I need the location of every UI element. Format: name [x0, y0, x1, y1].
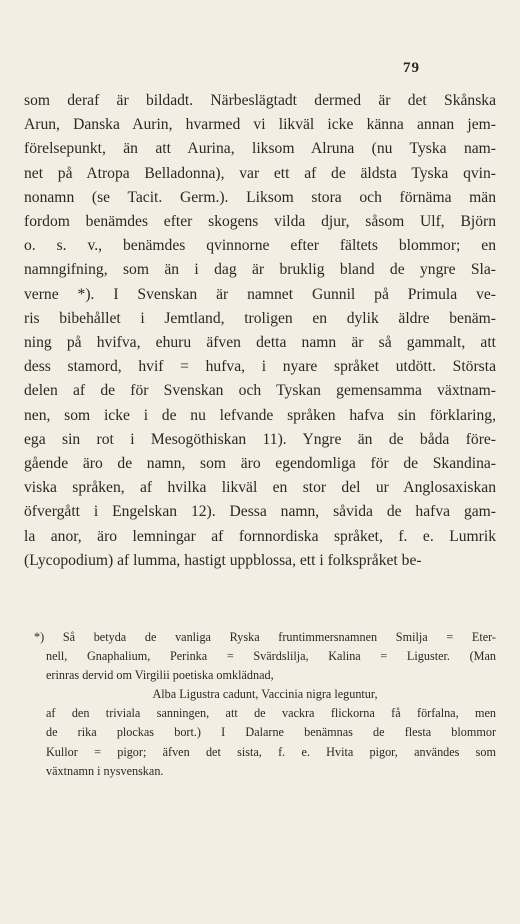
body-text — [24, 89, 496, 573]
body-line: (Lycopodium) af lumma, hastigt uppblossa, ett i folkspråket be- — [24, 551, 422, 569]
footnote-line: *) Så betyda de vanliga Ryska fruntimmersnamnen Smilja = Eter- — [34, 630, 496, 644]
footnote-line: Kullor = pigor; äfven det sista, f. e. Hvita pigor, användes som — [46, 744, 496, 759]
page-number: 79 — [403, 60, 420, 76]
footnote-line: de rika plockas bort.) I Dalarne benämnas de flesta blommor — [46, 725, 496, 740]
body-line: ris bibehållet i Jemtland, troligen en dylik äldre benäm- — [24, 309, 496, 327]
footnote-line: växtnamn i nysvenskan. — [46, 763, 164, 778]
body-line: viska språken, af hvilka likväl en stor del ur Anglosaxiskan — [24, 479, 496, 497]
footnote-line: erinras dervid om Virgilii poetiska omklädnad, — [46, 668, 274, 683]
body-line: dess stamord, hvif = hufva, i nyare språket utdött. Största — [24, 358, 496, 376]
body-line: delen af de för Svenskan och Tyskan gemensamma växtnam- — [24, 382, 496, 400]
body-line: nen, som icke i de nu lefvande språken hafva sin förklaring, — [24, 406, 496, 424]
body-line: nonamn (se Tacit. Germ.). Liksom stora och förnäma män — [24, 188, 496, 206]
body-line: Arun, Danska Aurin, hvarmed vi likväl icke känna annan jem- — [24, 116, 496, 134]
body-line: förelsepunkt, än att Aurina, liksom Alruna (nu Tyska nam- — [24, 140, 496, 158]
body-line: som deraf är bildadt. Närbeslägtadt dermed är det Skånska — [24, 92, 496, 109]
body-line: gående äro de namn, som äro egendomliga för de Skandina- — [24, 455, 496, 473]
body-line: fordom benämdes efter skogens vilda djur, såsom Ulf, Björn — [24, 213, 496, 231]
body-line: verne *). I Svenskan är namnet Gunnil på Primula ve- — [24, 285, 496, 303]
body-line: ning på hvifva, ehuru äfven detta namn är så gammalt, att — [24, 334, 496, 352]
footnote-line: nell, Gnaphalium, Perinka = Svärdslilja, Kalina = Liguster. (Man — [46, 649, 496, 664]
footnote-line: af den triviala sanningen, att de vackra flickorna få förfalna, men — [46, 706, 496, 721]
body-line: net på Atropa Belladonna), var ett af de äldsta Tyska qvin- — [24, 164, 496, 182]
body-line: ega sin rot i Mesogöthiskan 11). Yngre än de båda före- — [24, 430, 496, 448]
footnote-verse-line: Alba Ligustra cadunt, Vaccinia nigra leguntur, — [152, 687, 378, 702]
body-line: la anor, äro lemningar af fornnordiska språket, f. e. Lumrik — [24, 527, 496, 545]
body-line: öfvergått i Engelskan 12). Dessa namn, såvida de hafva gam- — [24, 503, 496, 521]
body-line: namngifning, som än i dag är bruklig bland de yngre Sla- — [24, 261, 496, 279]
footnotes — [34, 628, 496, 781]
body-line: o. s. v., benämdes qvinnorne efter fältets blommor; en — [24, 237, 496, 255]
